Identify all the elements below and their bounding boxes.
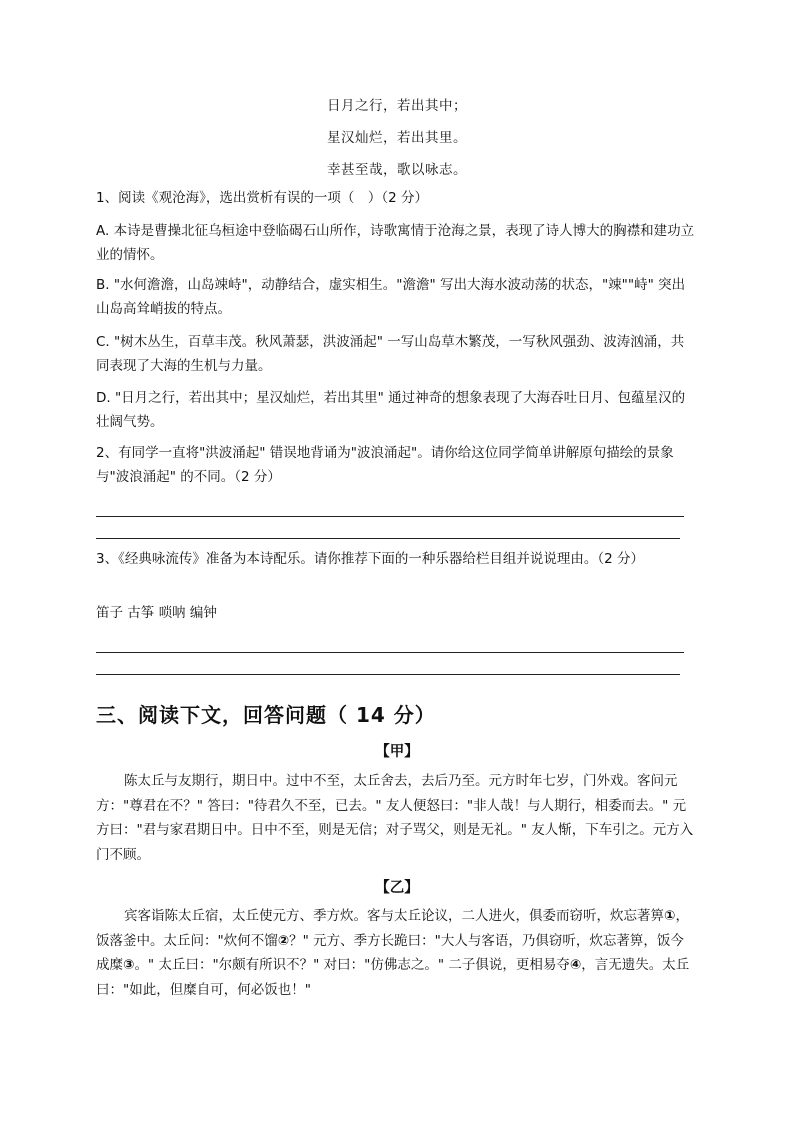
passage-yi-segment: 宾客诣陈太丘宿，太丘使元方、季方炊。客与太丘论议，二人进火，俱委而窃听，炊忘著箅 — [124, 908, 664, 924]
answer-line — [96, 516, 684, 517]
answer-line — [96, 538, 680, 539]
poem-line-3: 幸甚至哉，歌以咏志。 — [327, 162, 467, 178]
passage-jia-text: 陈太丘与友期行，期日中。过中不至，太丘舍去，去后乃至。元方时年七岁，门外戏。客问元方："尊君在不？" 答曰："待君久不至，已去。" 友人便怒曰："非人哉！与人期行，相委而去。" 元方曰："君与家君期日中。日中不至，则是无信；对子骂父，则是无礼。" 友人惭，下车引之。元方入门不顾。 — [96, 773, 694, 863]
annotation-marker-1: ① — [664, 908, 676, 924]
question-1-option-d: D. "日月之行，若出其中；星汉灿烂，若出其里" 通过神奇的想象表现了大海吞吐日月、包蕴星汉的壮阔气势。 — [96, 390, 686, 430]
passage-yi-segment: 。" 太丘曰："尔颇有所识不？" 对曰："仿佛志之。" 二子俱说，更相易夺 — [134, 957, 570, 973]
passage-yi-segment: ，言无遗失。太丘曰："如此，但糜自可，何必饭也！" — [96, 957, 690, 998]
question-1-option-b: B. "水何澹澹，山岛竦峙"，动静结合，虚实相生。"澹澹" 写出大海水波动荡的状态，"竦""峙" 突出山岛高耸峭拔的特点。 — [96, 277, 686, 317]
answer-line — [96, 652, 684, 653]
annotation-marker-3: ③ — [123, 957, 135, 973]
question-2-stem: 2、有同学一直将"洪波涌起" 错误地背诵为"波浪涌起"。请你给这位同学简单讲解原句描绘的景象与"波浪涌起" 的不同。（2 分） — [96, 445, 674, 485]
annotation-marker-2: ② — [277, 932, 290, 949]
passage-jia-label: 【甲】 — [375, 744, 419, 760]
annotation-marker-4: ④ — [569, 957, 582, 973]
question-1-option-a: A. 本诗是曹操北征乌桓途中登临碣石山所作，诗歌寓情于沧海之景，表现了诗人博大的胸襟和建功立业的情怀。 — [96, 223, 695, 263]
section-title: 三、阅读下文，回答问题（ 14 分） — [96, 703, 436, 727]
answer-line — [96, 674, 680, 675]
passage-yi-text — [96, 904, 696, 1002]
question-1-stem: 1、阅读《观沧海》，选出赏析有误的一项（ ）（2 分） — [96, 190, 428, 206]
poem-line-1: 日月之行，若出其中； — [327, 98, 467, 114]
question-1-option-c: C. "树木丛生，百草丰茂。秋风萧瑟，洪波涌起" 一写山岛草木繁茂，一写秋风强劲、波涛汹涌，共同表现了大海的生机与力量。 — [96, 334, 685, 374]
poem-line-2: 星汉灿烂，若出其里。 — [327, 130, 467, 146]
instrument-list: 笛子 古筝 唢呐 编钟 — [96, 605, 217, 621]
passage-yi-label: 【乙】 — [375, 880, 419, 896]
passage-yi-segment: ？" 元方、季方长跪曰："大人与客语，乃俱窃听，炊忘著箅，饭今成糜 — [96, 932, 684, 973]
question-3-stem: 3、《经典咏流传》准备为本诗配乐。请你推荐下面的一种乐器给栏目组并说说理由。（2 分） — [96, 551, 644, 567]
passage-yi-segment: ，饭落釜中。太丘问："炊何不馏 — [96, 908, 689, 949]
